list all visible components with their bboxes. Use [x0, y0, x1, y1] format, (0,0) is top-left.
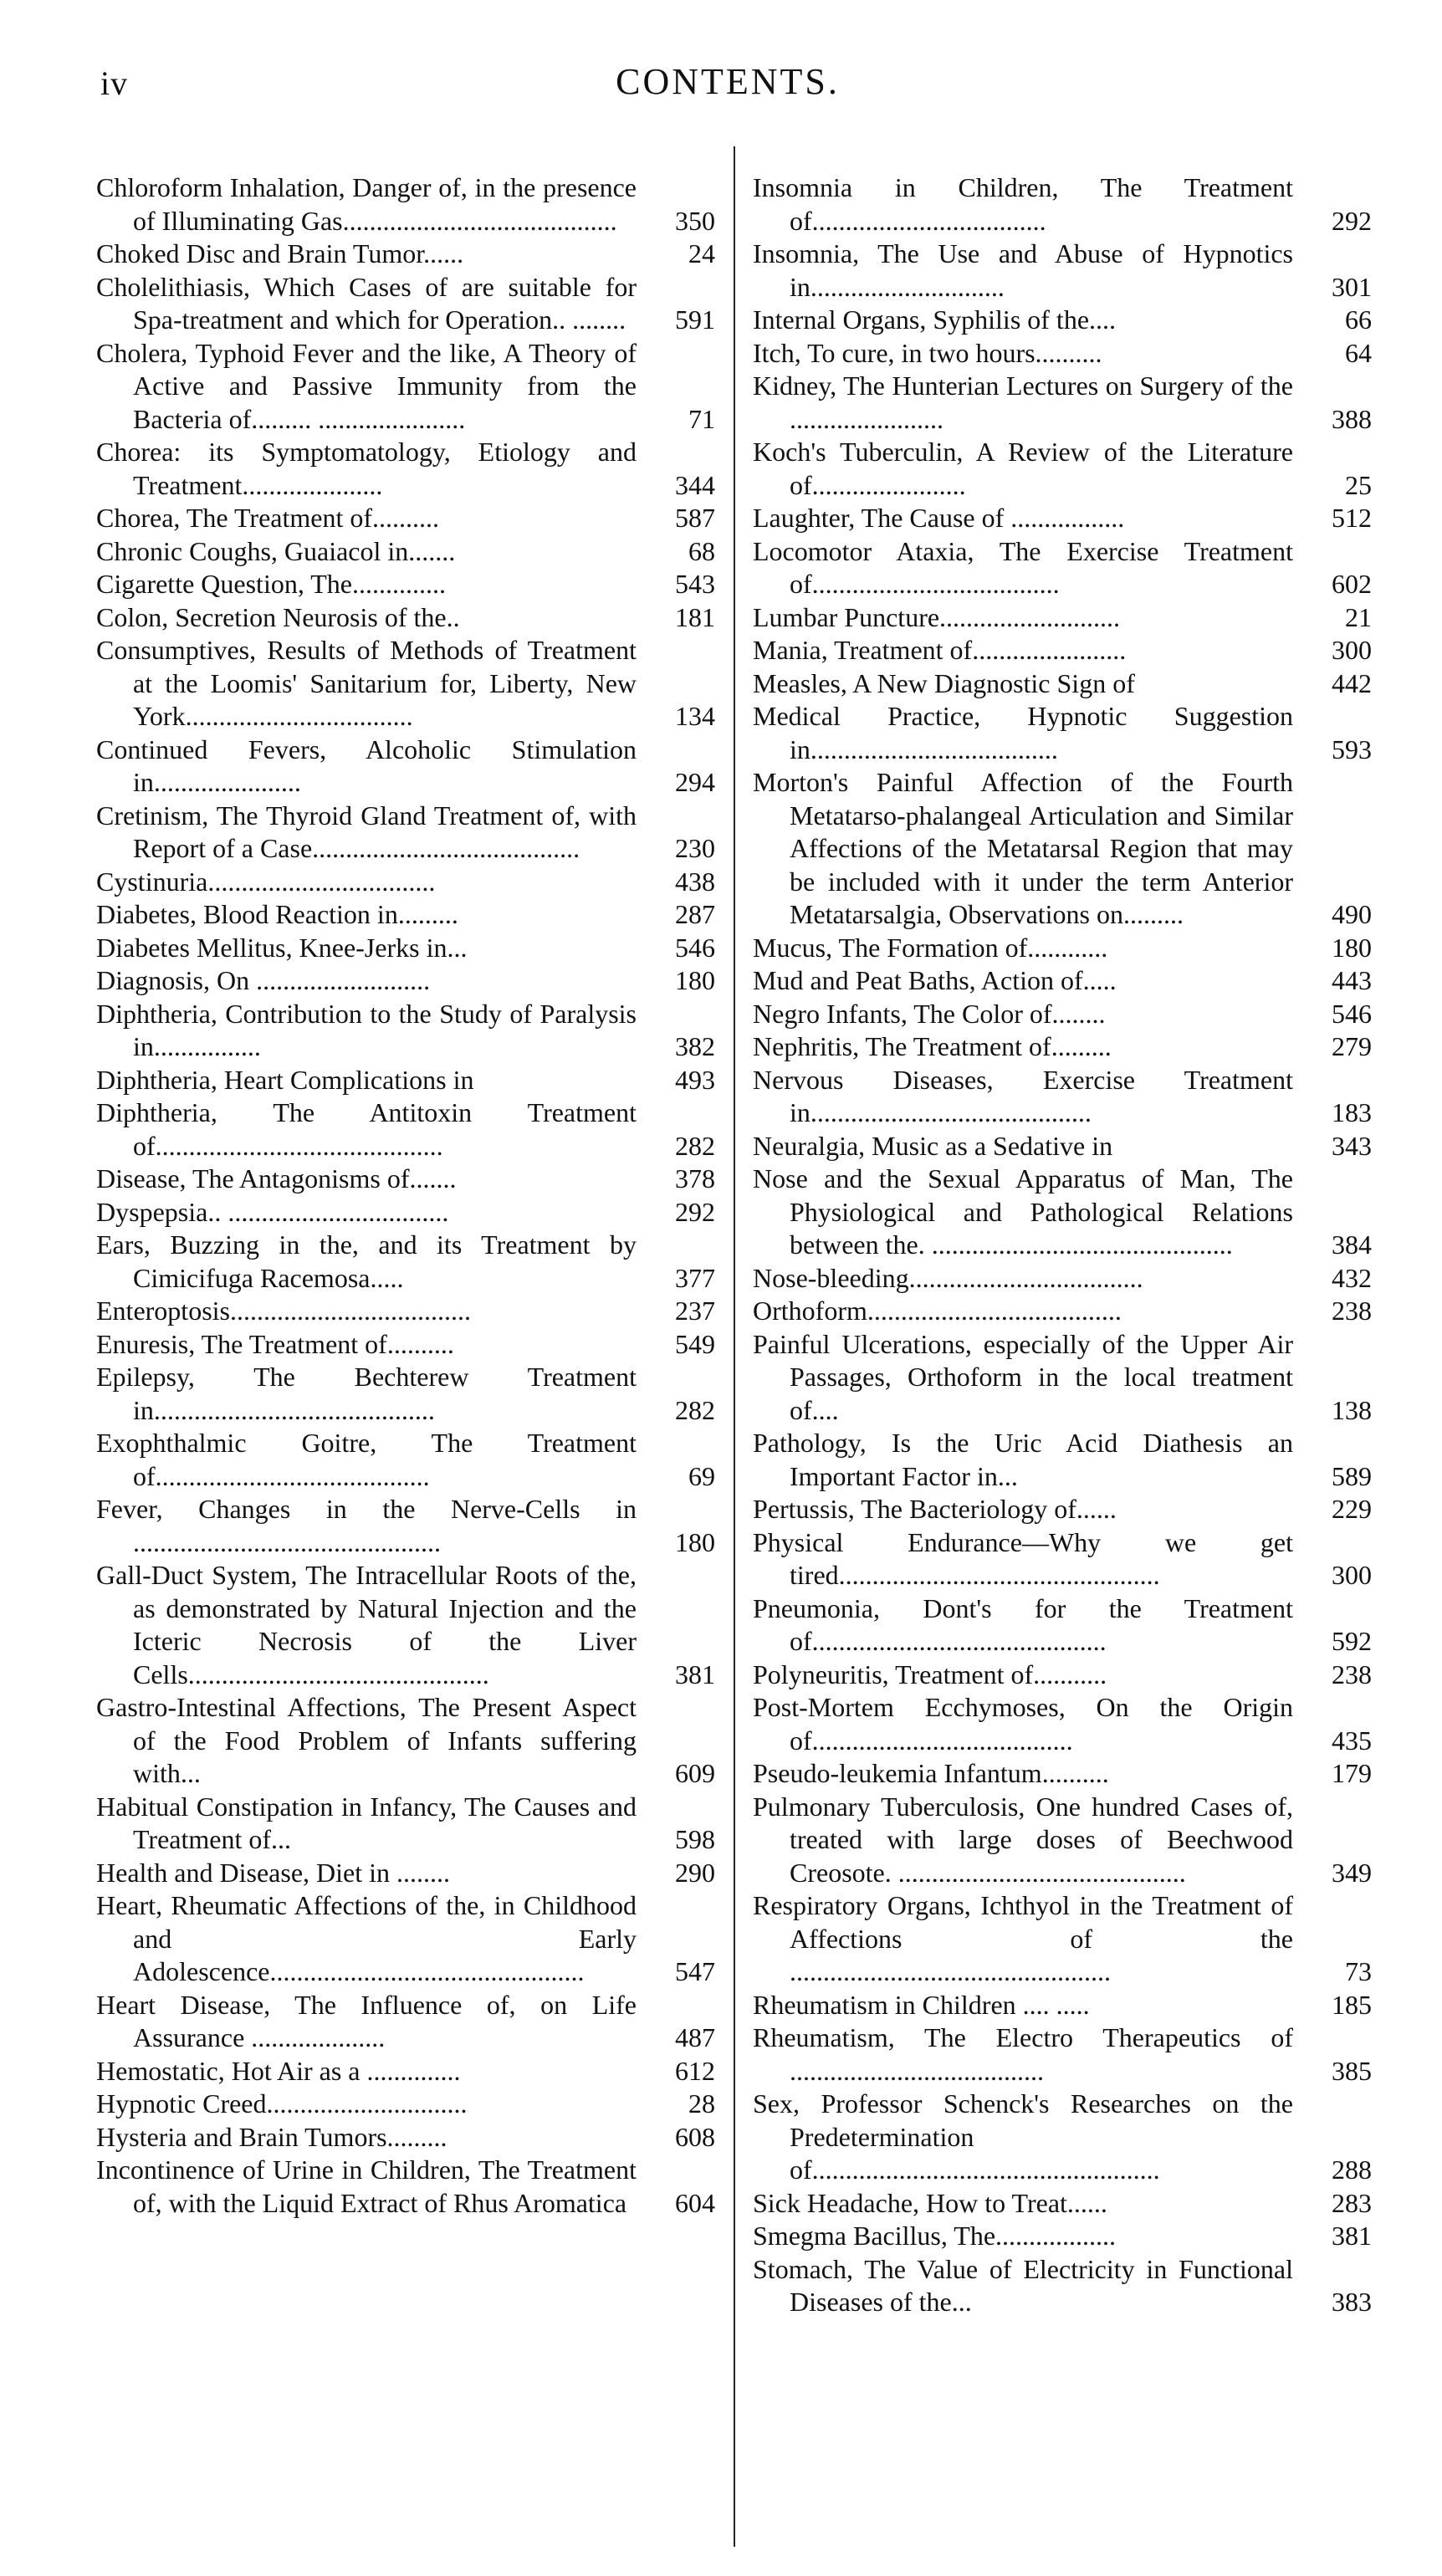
entry-page-number: 300	[1332, 1560, 1372, 1590]
contents-entry	[753, 2253, 1372, 2319]
contents-entry	[96, 634, 715, 733]
entry-title: Laughter, The Cause of .................	[753, 503, 1125, 533]
entry-page-number: 71	[688, 403, 715, 434]
entry-page-number: 608	[675, 2121, 715, 2152]
entry-page-number: 493	[675, 1064, 715, 1095]
contents-columns	[92, 171, 1372, 2563]
entry-title: Itch, To cure, in two hours..........	[753, 337, 1102, 368]
entry-title: Painful Ulcerations, especially of the Upper Air Passages, Orthoform in the local treatment of....	[753, 1328, 1293, 1425]
entry-page-number: 381	[1332, 2221, 1372, 2251]
entry-page-number: 138	[1332, 1394, 1372, 1425]
contents-entry	[96, 1163, 715, 1196]
contents-entry	[753, 964, 1372, 998]
page-number: iv	[100, 64, 129, 102]
contents-entry	[96, 1328, 715, 1362]
entry-title: Colon, Secretion Neurosis of the..	[96, 601, 460, 632]
entry-page-number: 237	[675, 1296, 715, 1326]
entry-title: Pertussis, The Bacteriology of......	[753, 1494, 1117, 1524]
entry-title: Cholera, Typhoid Fever and the like, A Theory of Active and Passive Immunity from the Bacteria of......... ......................	[96, 337, 637, 434]
entry-title: Rheumatism, The Electro Therapeutics of ......................................	[753, 2022, 1293, 2086]
contents-entry	[96, 2055, 715, 2088]
contents-entry	[96, 436, 715, 502]
contents-entry	[753, 601, 1372, 635]
entry-title: Habitual Constipation in Infancy, The Causes and Treatment of...	[96, 1791, 637, 1854]
entry-page-number: 301	[1332, 271, 1372, 302]
entry-page-number: 609	[675, 1758, 715, 1788]
entry-page-number: 443	[1332, 965, 1372, 995]
contents-entry	[96, 1295, 715, 1328]
contents-entry	[96, 800, 715, 866]
entry-title: Negro Infants, The Color of........	[753, 998, 1106, 1029]
contents-entry	[753, 1130, 1372, 1163]
contents-entry	[753, 1328, 1372, 1428]
entry-page-number: 25	[1345, 469, 1372, 500]
entry-page-number: 288	[1332, 2154, 1372, 2185]
entry-page-number: 602	[1332, 569, 1372, 599]
entry-page-number: 438	[675, 866, 715, 897]
entry-page-number: 547	[675, 1956, 715, 1986]
entry-page-number: 546	[1332, 998, 1372, 1029]
entry-page-number: 381	[675, 1659, 715, 1689]
page-header	[100, 49, 1355, 115]
entry-title: Chronic Coughs, Guaiacol in.......	[96, 535, 456, 566]
contents-left-column	[96, 171, 715, 2220]
contents-entry	[753, 1526, 1372, 1592]
entry-page-number: 229	[1332, 1494, 1372, 1524]
entry-page-number: 377	[675, 1262, 715, 1293]
contents-entry	[753, 502, 1372, 535]
contents-entry	[96, 1427, 715, 1493]
contents-entry	[753, 436, 1372, 502]
entry-page-number: 134	[675, 701, 715, 731]
contents-entry	[96, 1196, 715, 1229]
entry-page-number: 344	[675, 469, 715, 500]
entry-title: Smegma Bacillus, The..................	[753, 2221, 1117, 2251]
entry-title: Chloroform Inhalation, Danger of, in the presence of Illuminating Gas.........................................	[96, 172, 637, 236]
entry-title: Hemostatic, Hot Air as a ..............	[96, 2055, 461, 2086]
entry-title: Mania, Treatment of.......................	[753, 635, 1127, 665]
entry-title: Locomotor Ataxia, The Exercise Treatment of.....................................	[753, 535, 1293, 599]
entry-title: Sex, Professor Schenck's Researches on the Predetermination of....................................................	[753, 2088, 1293, 2185]
contents-entry	[753, 171, 1372, 238]
entry-title: Cholelithiasis, Which Cases of are suitable for Spa-treatment and which for Operation.. ........	[96, 271, 637, 335]
contents-entry	[96, 1857, 715, 1890]
entry-title: Cretinism, The Thyroid Gland Treatment of, with Report of a Case........................................	[96, 800, 637, 863]
entry-title: Physical Endurance—Why we get tired................................................	[753, 1526, 1293, 1590]
contents-entry	[753, 1163, 1372, 1262]
entry-page-number: 68	[688, 535, 715, 566]
entry-title: Exophthalmic Goitre, The Treatment of.........................................	[96, 1428, 637, 1491]
contents-entry	[753, 1295, 1372, 1328]
entry-title: Stomach, The Value of Electricity in Functional Diseases of the...	[753, 2253, 1293, 2317]
entry-title: Health and Disease, Diet in ........	[96, 1857, 450, 1888]
entry-page-number: 238	[1332, 1296, 1372, 1326]
entry-title: Koch's Tuberculin, A Review of the Literature of.......................	[753, 437, 1293, 500]
entry-page-number: 587	[675, 503, 715, 533]
entry-page-number: 183	[1332, 1097, 1372, 1127]
entry-page-number: 185	[1332, 1989, 1372, 2020]
entry-title: Diphtheria, The Antitoxin Treatment of...........................................	[96, 1097, 637, 1161]
contents-entry	[96, 568, 715, 601]
entry-page-number: 598	[675, 1824, 715, 1854]
entry-page-number: 294	[675, 767, 715, 797]
contents-entry	[96, 1791, 715, 1857]
entry-page-number: 593	[1332, 733, 1372, 764]
entry-page-number: 238	[1332, 1659, 1372, 1689]
entry-title: Rheumatism in Children .... .....	[753, 1989, 1090, 2020]
contents-entry	[96, 1691, 715, 1791]
entry-title: Gall-Duct System, The Intracellular Roots of the, as demonstrated by Natural Injection and the Icteric Necrosis of the Liver Cells.............................................	[96, 1560, 637, 1689]
entry-title: Morton's Painful Affection of the Fourth Metatarso-phalangeal Articulation and Similar Affections of the Metatarsal Region that may be included with it under the term Anterior Metatarsalgia, Observations on.........	[753, 767, 1293, 929]
entry-page-number: 383	[1332, 2287, 1372, 2317]
entry-page-number: 283	[1332, 2187, 1372, 2218]
contents-entry	[96, 601, 715, 635]
entry-title: Gastro-Intestinal Affections, The Present Aspect of the Food Problem of Infants suffering with...	[96, 1692, 637, 1788]
contents-entry	[96, 502, 715, 535]
entry-title: Pathology, Is the Uric Acid Diathesis an Important Factor in...	[753, 1428, 1293, 1491]
page-title: CONTENTS.	[616, 61, 840, 102]
entry-page-number: 435	[1332, 1725, 1372, 1756]
entry-page-number: 179	[1332, 1758, 1372, 1788]
contents-entry	[96, 2154, 715, 2220]
entry-page-number: 589	[1332, 1460, 1372, 1491]
contents-entry	[753, 766, 1372, 932]
entry-page-number: 546	[675, 932, 715, 963]
entry-title: Consumptives, Results of Methods of Treatment at the Loomis' Sanitarium for, Liberty, New York..................................	[96, 635, 637, 731]
entry-page-number: 24	[688, 238, 715, 268]
contents-entry	[753, 998, 1372, 1031]
contents-entry	[753, 2187, 1372, 2221]
entry-page-number: 604	[675, 2187, 715, 2218]
contents-entry	[96, 733, 715, 800]
entry-title: Dyspepsia.. .................................	[96, 1196, 449, 1227]
entry-page-number: 382	[675, 1031, 715, 1061]
contents-entry	[753, 535, 1372, 601]
entry-title: Diphtheria, Contribution to the Study of Paralysis in................	[96, 998, 637, 1061]
entry-page-number: 230	[675, 833, 715, 863]
contents-entry	[96, 1096, 715, 1163]
entry-page-number: 181	[675, 601, 715, 632]
entry-title: Diabetes Mellitus, Knee-Jerks in...	[96, 932, 468, 963]
contents-entry	[96, 1889, 715, 1989]
contents-entry	[96, 1559, 715, 1691]
contents-entry	[96, 964, 715, 998]
contents-entry	[96, 1989, 715, 2055]
entry-page-number: 612	[675, 2055, 715, 2086]
contents-entry	[753, 2021, 1372, 2088]
entry-page-number: 64	[1345, 337, 1372, 368]
entry-page-number: 290	[675, 1857, 715, 1888]
entry-page-number: 384	[1332, 1229, 1372, 1260]
entry-title: Kidney, The Hunterian Lectures on Surgery of the .......................	[753, 371, 1293, 434]
contents-entry	[753, 1427, 1372, 1493]
entry-title: Polyneuritis, Treatment of...........	[753, 1659, 1107, 1689]
entry-page-number: 69	[688, 1460, 715, 1491]
contents-entry	[753, 1262, 1372, 1296]
entry-title: Internal Organs, Syphilis of the....	[753, 304, 1117, 335]
contents-entry	[96, 535, 715, 569]
entry-page-number: 432	[1332, 1262, 1372, 1293]
entry-page-number: 279	[1332, 1031, 1372, 1061]
entry-title: Neuralgia, Music as a Sedative in	[753, 1130, 1113, 1161]
entry-title: Respiratory Organs, Ichthyol in the Treatment of Affections of the ................................................	[753, 1890, 1293, 1986]
entry-page-number: 282	[675, 1394, 715, 1425]
entry-page-number: 349	[1332, 1857, 1372, 1888]
entry-title: Disease, The Antagonisms of.......	[96, 1163, 457, 1193]
entry-title: Ears, Buzzing in the, and its Treatment by Cimicifuga Racemosa.....	[96, 1229, 637, 1293]
entry-page-number: 287	[675, 899, 715, 929]
contents-right-column	[753, 171, 1372, 2319]
entry-page-number: 282	[675, 1130, 715, 1161]
contents-entry	[96, 898, 715, 932]
contents-entry	[753, 932, 1372, 965]
entry-page-number: 292	[1332, 205, 1372, 236]
entry-title: Post-Mortem Ecchymoses, On the Origin of.......................................	[753, 1692, 1293, 1756]
contents-entry	[753, 634, 1372, 667]
entry-page-number: 378	[675, 1163, 715, 1193]
entry-title: Pulmonary Tuberculosis, One hundred Cases of, treated with large doses of Beechwood Creosote. ...........................................	[753, 1791, 1293, 1888]
entry-title: Pneumonia, Dont's for the Treatment of............................................	[753, 1592, 1293, 1656]
contents-entry	[753, 337, 1372, 371]
entry-title: Diphtheria, Heart Complications in	[96, 1064, 474, 1095]
entry-title: Choked Disc and Brain Tumor......	[96, 238, 464, 268]
entry-title: Measles, A New Diagnostic Sign of	[753, 667, 1135, 698]
contents-entry	[753, 1691, 1372, 1757]
entry-page-number: 180	[1332, 932, 1372, 963]
entry-page-number: 388	[1332, 403, 1372, 434]
entry-title: Insomnia in Children, The Treatment of...................................	[753, 172, 1293, 236]
entry-title: Chorea, The Treatment of..........	[96, 503, 440, 533]
entry-title: Pseudo-leukemia Infantum..........	[753, 1758, 1109, 1788]
entry-title: Cystinuria..................................	[96, 866, 436, 897]
entry-page-number: 300	[1332, 635, 1372, 665]
entry-title: Nose and the Sexual Apparatus of Man, The Physiological and Pathological Relations between the. .............................................	[753, 1163, 1293, 1260]
entry-title: Nephritis, The Treatment of.........	[753, 1031, 1112, 1061]
entry-page-number: 442	[1332, 667, 1372, 698]
entry-title: Mucus, The Formation of............	[753, 932, 1108, 963]
contents-entry	[753, 1064, 1372, 1130]
entry-title: Heart, Rheumatic Affections of the, in Childhood and Early Adolescence...............................................	[96, 1890, 637, 1986]
entry-page-number: 512	[1332, 503, 1372, 533]
entry-title: Cigarette Question, The..............	[96, 569, 446, 599]
entry-title: Epilepsy, The Bechterew Treatment in..........................................	[96, 1362, 637, 1425]
contents-entry	[96, 2088, 715, 2121]
entry-title: Hypnotic Creed..............................	[96, 2088, 468, 2119]
contents-entry	[753, 1659, 1372, 1692]
contents-entry	[753, 370, 1372, 436]
column-divider	[734, 146, 735, 2547]
entry-page-number: 543	[675, 569, 715, 599]
contents-entry	[753, 1757, 1372, 1791]
contents-entry	[753, 1030, 1372, 1064]
contents-entry	[753, 667, 1372, 701]
contents-entry	[96, 2121, 715, 2154]
contents-entry	[96, 998, 715, 1064]
entry-page-number: 591	[675, 304, 715, 335]
contents-entry	[753, 1791, 1372, 1890]
entry-page-number: 28	[688, 2088, 715, 2119]
entry-page-number: 343	[1332, 1130, 1372, 1161]
contents-entry	[753, 1592, 1372, 1659]
entry-title: Nose-bleeding...................................	[753, 1262, 1143, 1293]
entry-page-number: 21	[1345, 601, 1372, 632]
entry-title: Enuresis, The Treatment of..........	[96, 1328, 454, 1359]
entry-page-number: 180	[675, 1526, 715, 1557]
entry-page-number: 292	[675, 1196, 715, 1227]
entry-title: Nervous Diseases, Exercise Treatment in..........................................	[753, 1064, 1293, 1127]
contents-entry	[96, 171, 715, 238]
contents-entry	[96, 1229, 715, 1295]
contents-entry	[753, 304, 1372, 337]
entry-title: Lumbar Puncture...........................	[753, 601, 1121, 632]
entry-page-number: 490	[1332, 899, 1372, 929]
entry-title: Mud and Peat Baths, Action of.....	[753, 965, 1117, 995]
entry-page-number: 487	[675, 2022, 715, 2052]
entry-page-number: 385	[1332, 2055, 1372, 2086]
entry-title: Insomnia, The Use and Abuse of Hypnotics in.............................	[753, 238, 1293, 302]
contents-entry	[96, 238, 715, 271]
entry-title: Diagnosis, On ..........................	[96, 965, 431, 995]
entry-title: Continued Fevers, Alcoholic Stimulation in......................	[96, 733, 637, 797]
contents-entry	[96, 1493, 715, 1559]
contents-entry	[96, 337, 715, 437]
entry-title: Fever, Changes in the Nerve-Cells in ..............................................	[96, 1494, 637, 1557]
entry-page-number: 592	[1332, 1626, 1372, 1656]
entry-title: Enteroptosis....................................	[96, 1296, 471, 1326]
contents-entry	[753, 2220, 1372, 2253]
entry-page-number: 73	[1345, 1956, 1372, 1986]
entry-title: Diabetes, Blood Reaction in.........	[96, 899, 458, 929]
entry-page-number: 180	[675, 965, 715, 995]
contents-entry	[96, 866, 715, 899]
entry-page-number: 350	[675, 205, 715, 236]
entry-title: Hysteria and Brain Tumors.........	[96, 2121, 447, 2152]
entry-title: Incontinence of Urine in Children, The Treatment of, with the Liquid Extract of Rhus Aromatica	[96, 2154, 637, 2218]
contents-entry	[96, 932, 715, 965]
contents-entry	[753, 1989, 1372, 2022]
contents-entry	[753, 700, 1372, 766]
entry-title: Heart Disease, The Influence of, on Life Assurance ....................	[96, 1989, 637, 2052]
entry-title: Chorea: its Symptomatology, Etiology and Treatment.....................	[96, 437, 637, 500]
entry-title: Sick Headache, How to Treat......	[753, 2187, 1107, 2218]
entry-title: Orthoform......................................	[753, 1296, 1122, 1326]
contents-entry	[753, 1889, 1372, 1989]
contents-entry	[753, 238, 1372, 304]
contents-entry	[96, 1064, 715, 1097]
entry-page-number: 549	[675, 1328, 715, 1359]
contents-entry	[96, 1361, 715, 1427]
contents-entry	[753, 1493, 1372, 1526]
contents-entry	[96, 271, 715, 337]
entry-title: Medical Practice, Hypnotic Suggestion in.....................................	[753, 701, 1293, 764]
contents-entry	[753, 2088, 1372, 2187]
entry-page-number: 66	[1345, 304, 1372, 335]
